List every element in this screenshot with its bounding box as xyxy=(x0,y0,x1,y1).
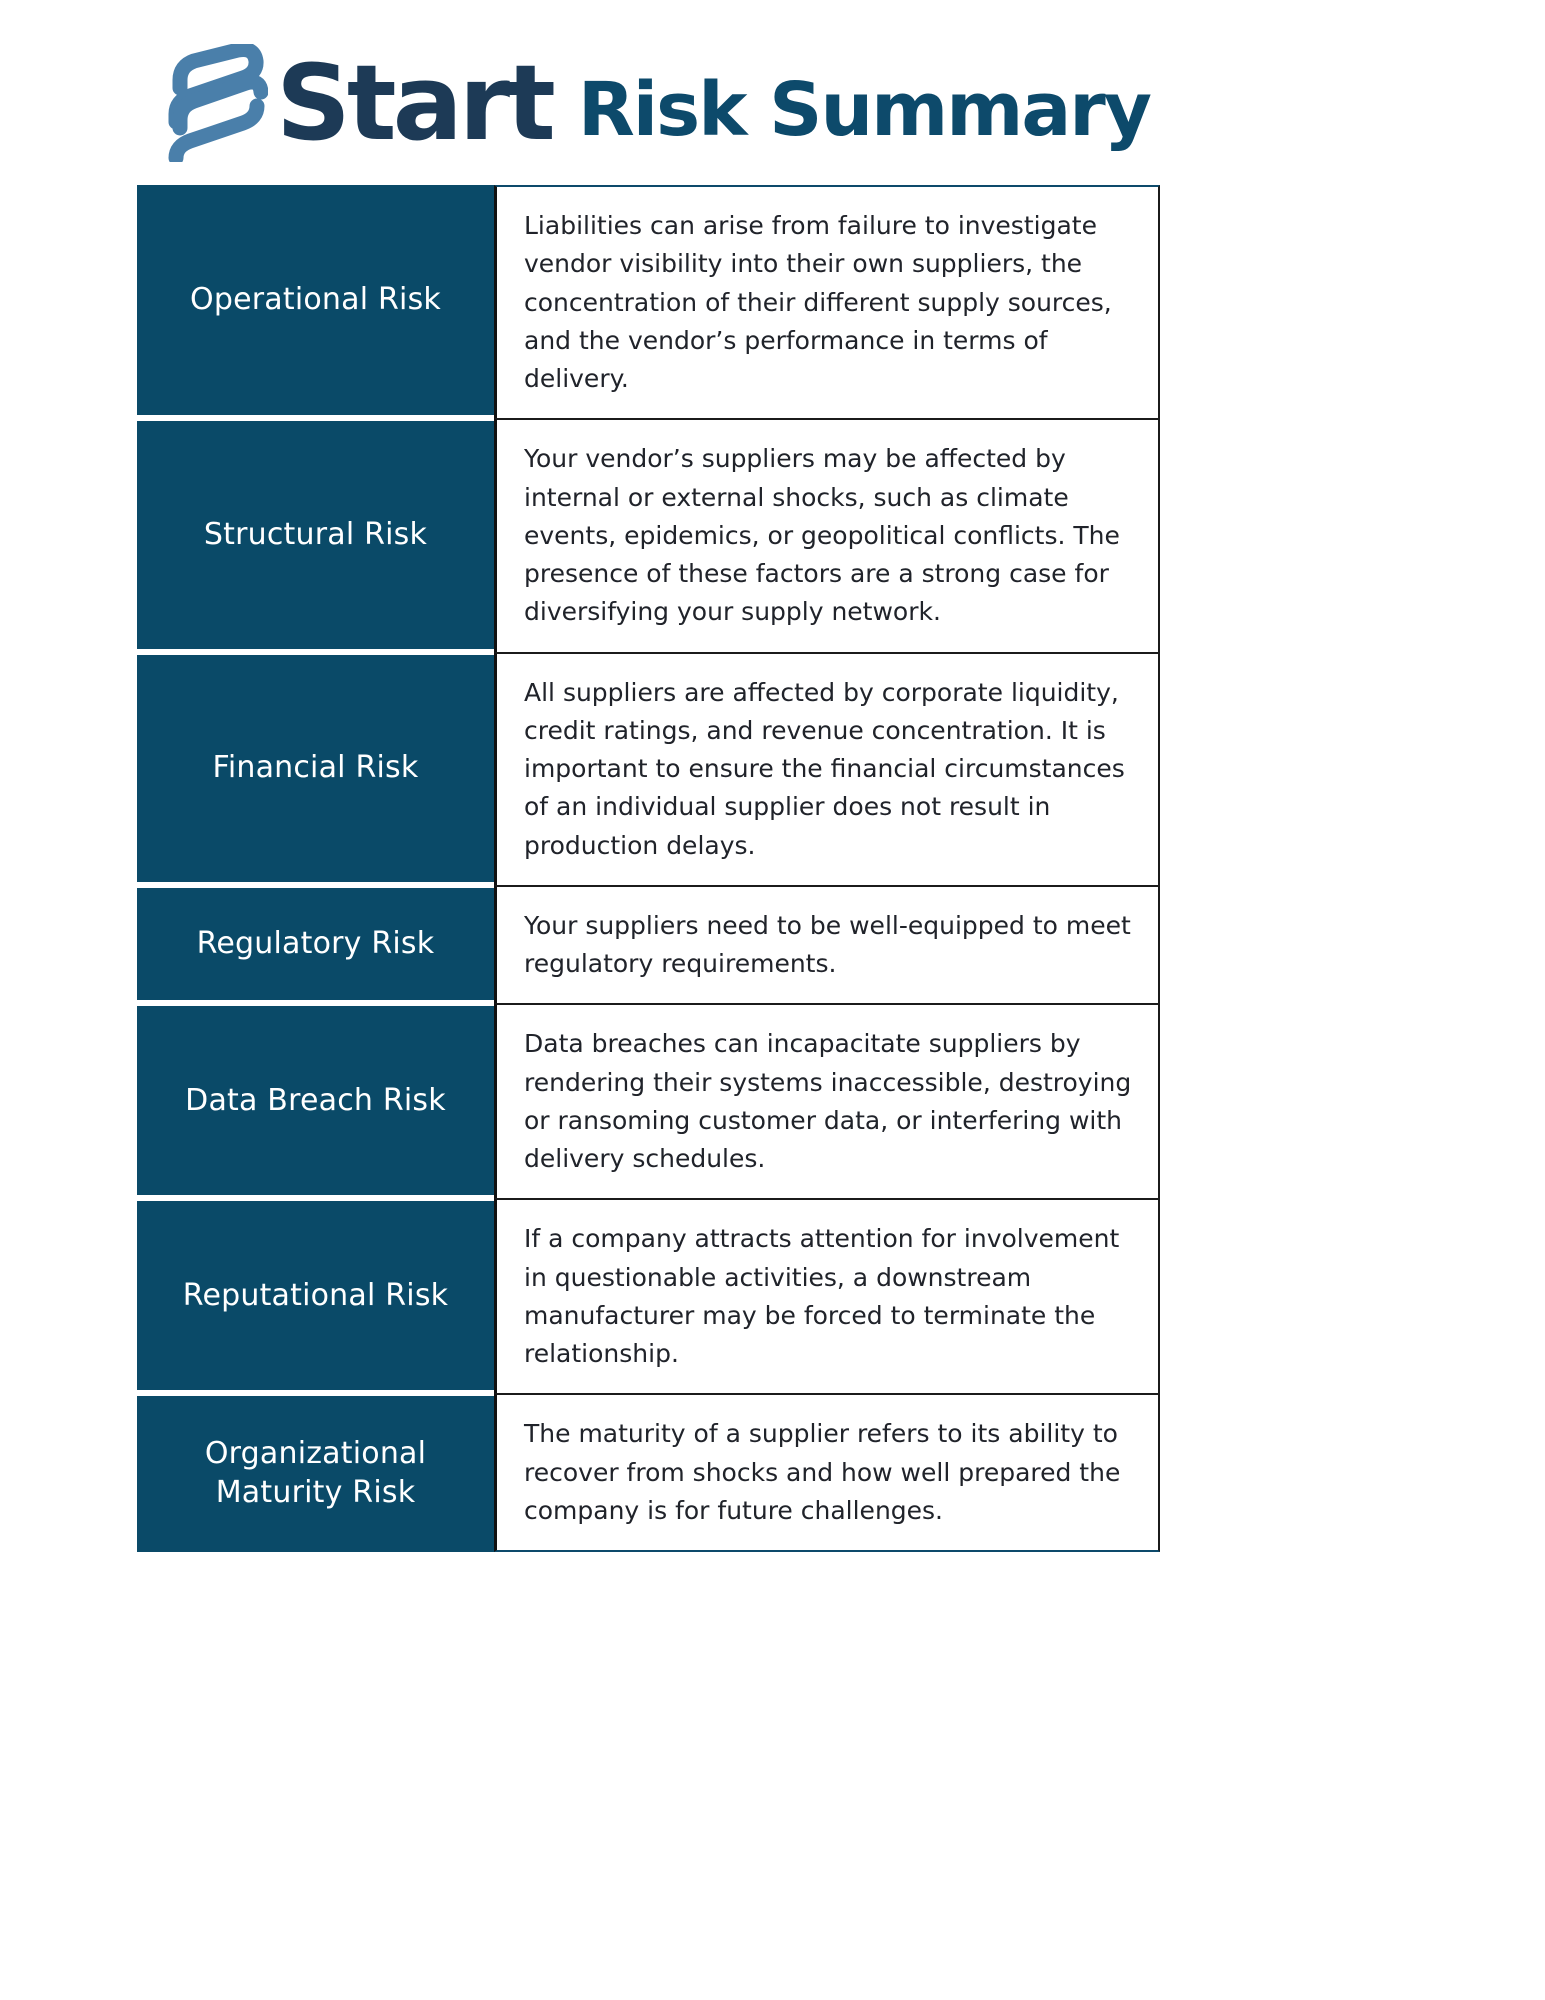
table-row xyxy=(137,418,1160,651)
risk-description-cell: Your vendor’s suppliers may be affected by internal or external shocks, such as climate events, epidemics, or geopolitical conflicts. The presence of these factors are a strong case for diversifying your supply network. xyxy=(494,418,1160,651)
risk-description-cell: Your suppliers need to be well-equipped to meet regulatory requirements. xyxy=(494,885,1160,1004)
risk-label-text: Financial Risk xyxy=(212,749,419,785)
risk-description-cell: Liabilities can arise from failure to investigate vendor visibility into their own suppliers, the concentration of their different supply sources, and the vendor’s performance in terms of delivery. xyxy=(494,185,1160,418)
risk-label-cell xyxy=(137,885,494,1004)
risk-label-text-line-2: Maturity Risk xyxy=(215,1474,416,1510)
table-row xyxy=(137,885,1160,1004)
table-row xyxy=(137,1198,1160,1393)
brand-name: Start xyxy=(276,42,552,164)
risk-label-text: Regulatory Risk xyxy=(196,925,435,961)
table-row xyxy=(137,652,1160,885)
risk-table-body xyxy=(137,185,1160,1552)
risk-description-cell: If a company attracts attention for involvement in questionable activities, a downstream manufacturer may be forced to terminate the relationship. xyxy=(494,1198,1160,1393)
risk-label-text: Data Breach Risk xyxy=(185,1082,446,1118)
risk-label-cell xyxy=(137,1393,494,1552)
start-ribbon-logo-icon xyxy=(160,44,268,162)
risk-label-text: Operational Risk xyxy=(190,282,441,318)
table-row xyxy=(137,1003,1160,1198)
table-row xyxy=(137,185,1160,418)
table-row xyxy=(137,1393,1160,1552)
risk-label-text-line-1: Organizational xyxy=(204,1436,427,1472)
risk-description-cell: Data breaches can incapacitate suppliers by rendering their systems inaccessible, destroying or ransoming customer data, or interfering with delivery schedules. xyxy=(494,1003,1160,1198)
risk-label-text: Reputational Risk xyxy=(182,1277,449,1313)
risk-description-cell: The maturity of a supplier refers to its ability to recover from shocks and how well prepared the company is for future challenges. xyxy=(494,1393,1160,1552)
risk-label-cell xyxy=(137,652,494,885)
risk-description-cell: All suppliers are affected by corporate liquidity, credit ratings, and revenue concentration. It is important to ensure the financial circumstances of an individual supplier does not result in production delays. xyxy=(494,652,1160,885)
page-title: Risk Summary xyxy=(577,67,1151,153)
risk-label-cell xyxy=(137,185,494,418)
risk-label-text: Structural Risk xyxy=(203,516,428,552)
page-header xyxy=(160,38,1151,168)
risk-summary-table xyxy=(137,185,1160,1552)
risk-label-cell xyxy=(137,1003,494,1198)
risk-label-cell xyxy=(137,1198,494,1393)
risk-label-cell xyxy=(137,418,494,651)
